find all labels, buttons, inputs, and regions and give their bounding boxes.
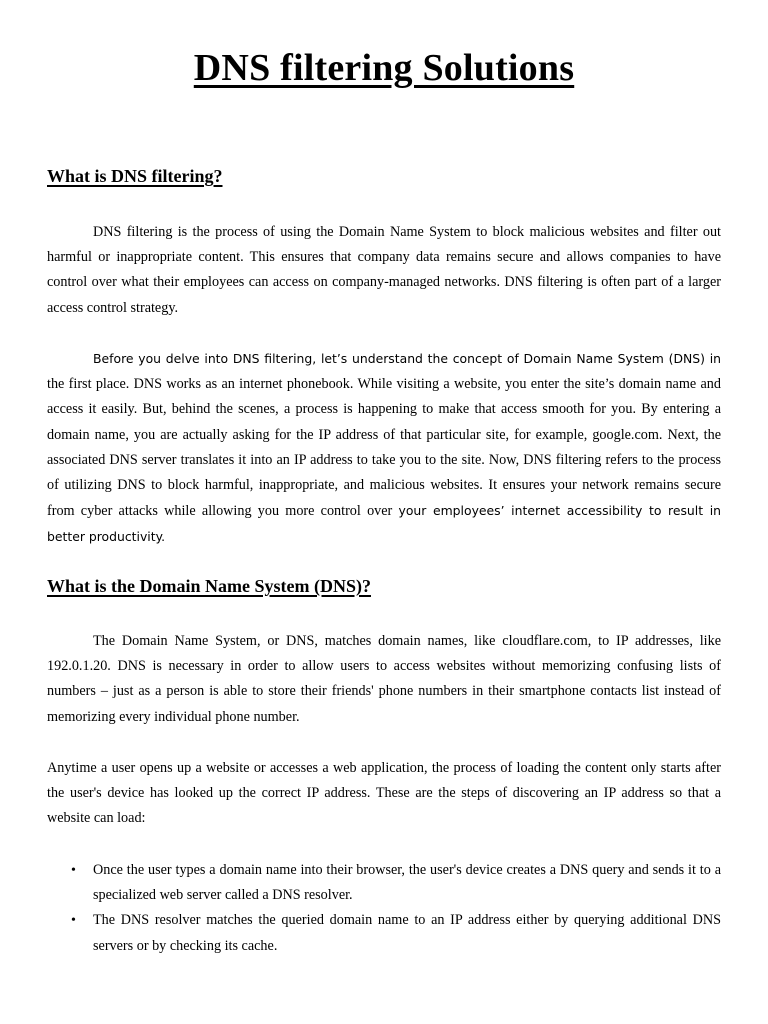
paragraph-dns-lookup-process: Anytime a user opens up a website or accesses a web application, the process of loading the content only starts after the user's device has looked up the correct IP address. These are the steps of discovering an IP address so that a website can load: — [47, 760, 721, 827]
bullet-icon: • — [71, 913, 76, 929]
page-title — [0, 46, 768, 90]
list-item — [47, 858, 721, 908]
list-item-text: Once the user types a domain name into their browser, the user's device creates a DNS query and sends it to a specialized web server called a DNS resolver. — [93, 862, 721, 904]
list-item — [47, 908, 721, 958]
paragraph-dns-definition: The Domain Name System, or DNS, matches domain names, like cloudflare.com, to IP addresses, like 192.0.1.20. DNS is necessary in order to allow users to access websites without memorizing confusing lists of numbers – just as a person is able to store their friends' phone numbers in their smartphone contacts list instead of memorizing every individual phone number. — [47, 633, 721, 725]
paragraph-dns-concept — [47, 346, 721, 551]
bullet-icon: • — [71, 863, 76, 878]
paragraph-dns-concept-tail: your employees’ internet accessibility to result in better productivity. — [47, 503, 721, 545]
list-item-text: The DNS resolver matches the queried domain name to an IP address either by querying additional DNS servers or by checking its cache. — [93, 912, 721, 954]
paragraph-dns-filtering-definition: DNS filtering is the process of using the Domain Name System to block malicious websites and filter out harmful or inappropriate content. This ensures that company data remains secure and allows companies to have control over what their employees can access on company-managed networks. DNS filtering is often part of a larger access control strategy. — [47, 224, 721, 316]
section-heading-what-is-dns-filtering: What is DNS filtering? — [47, 166, 223, 186]
page-title-text: DNS filtering Solutions — [193, 47, 575, 89]
paragraph-dns-concept-body: the first place. DNS works as an internet phonebook. While visiting a website, you enter the site’s domain name and access it easily. But, behind the scenes, a process is happening to make that access smooth for you. By entering a domain name, you are actually asking for the IP address of that particular site, for example, google.com. Next, the associated DNS server translates it into an IP address to take you to the site. Now, DNS filtering refers to the process of utilizing DNS to block harmful, inappropriate, and malicious websites. It ensures your network remains secure from cyber attacks while allowing you more control over — [47, 376, 721, 520]
dns-steps-list — [47, 858, 721, 959]
paragraph-dns-concept-lead: Before you delve into DNS filtering, let’s understand the concept of Domain Name System (DNS) in — [93, 351, 721, 366]
section-heading-what-is-dns: What is the Domain Name System (DNS)? — [47, 576, 371, 596]
